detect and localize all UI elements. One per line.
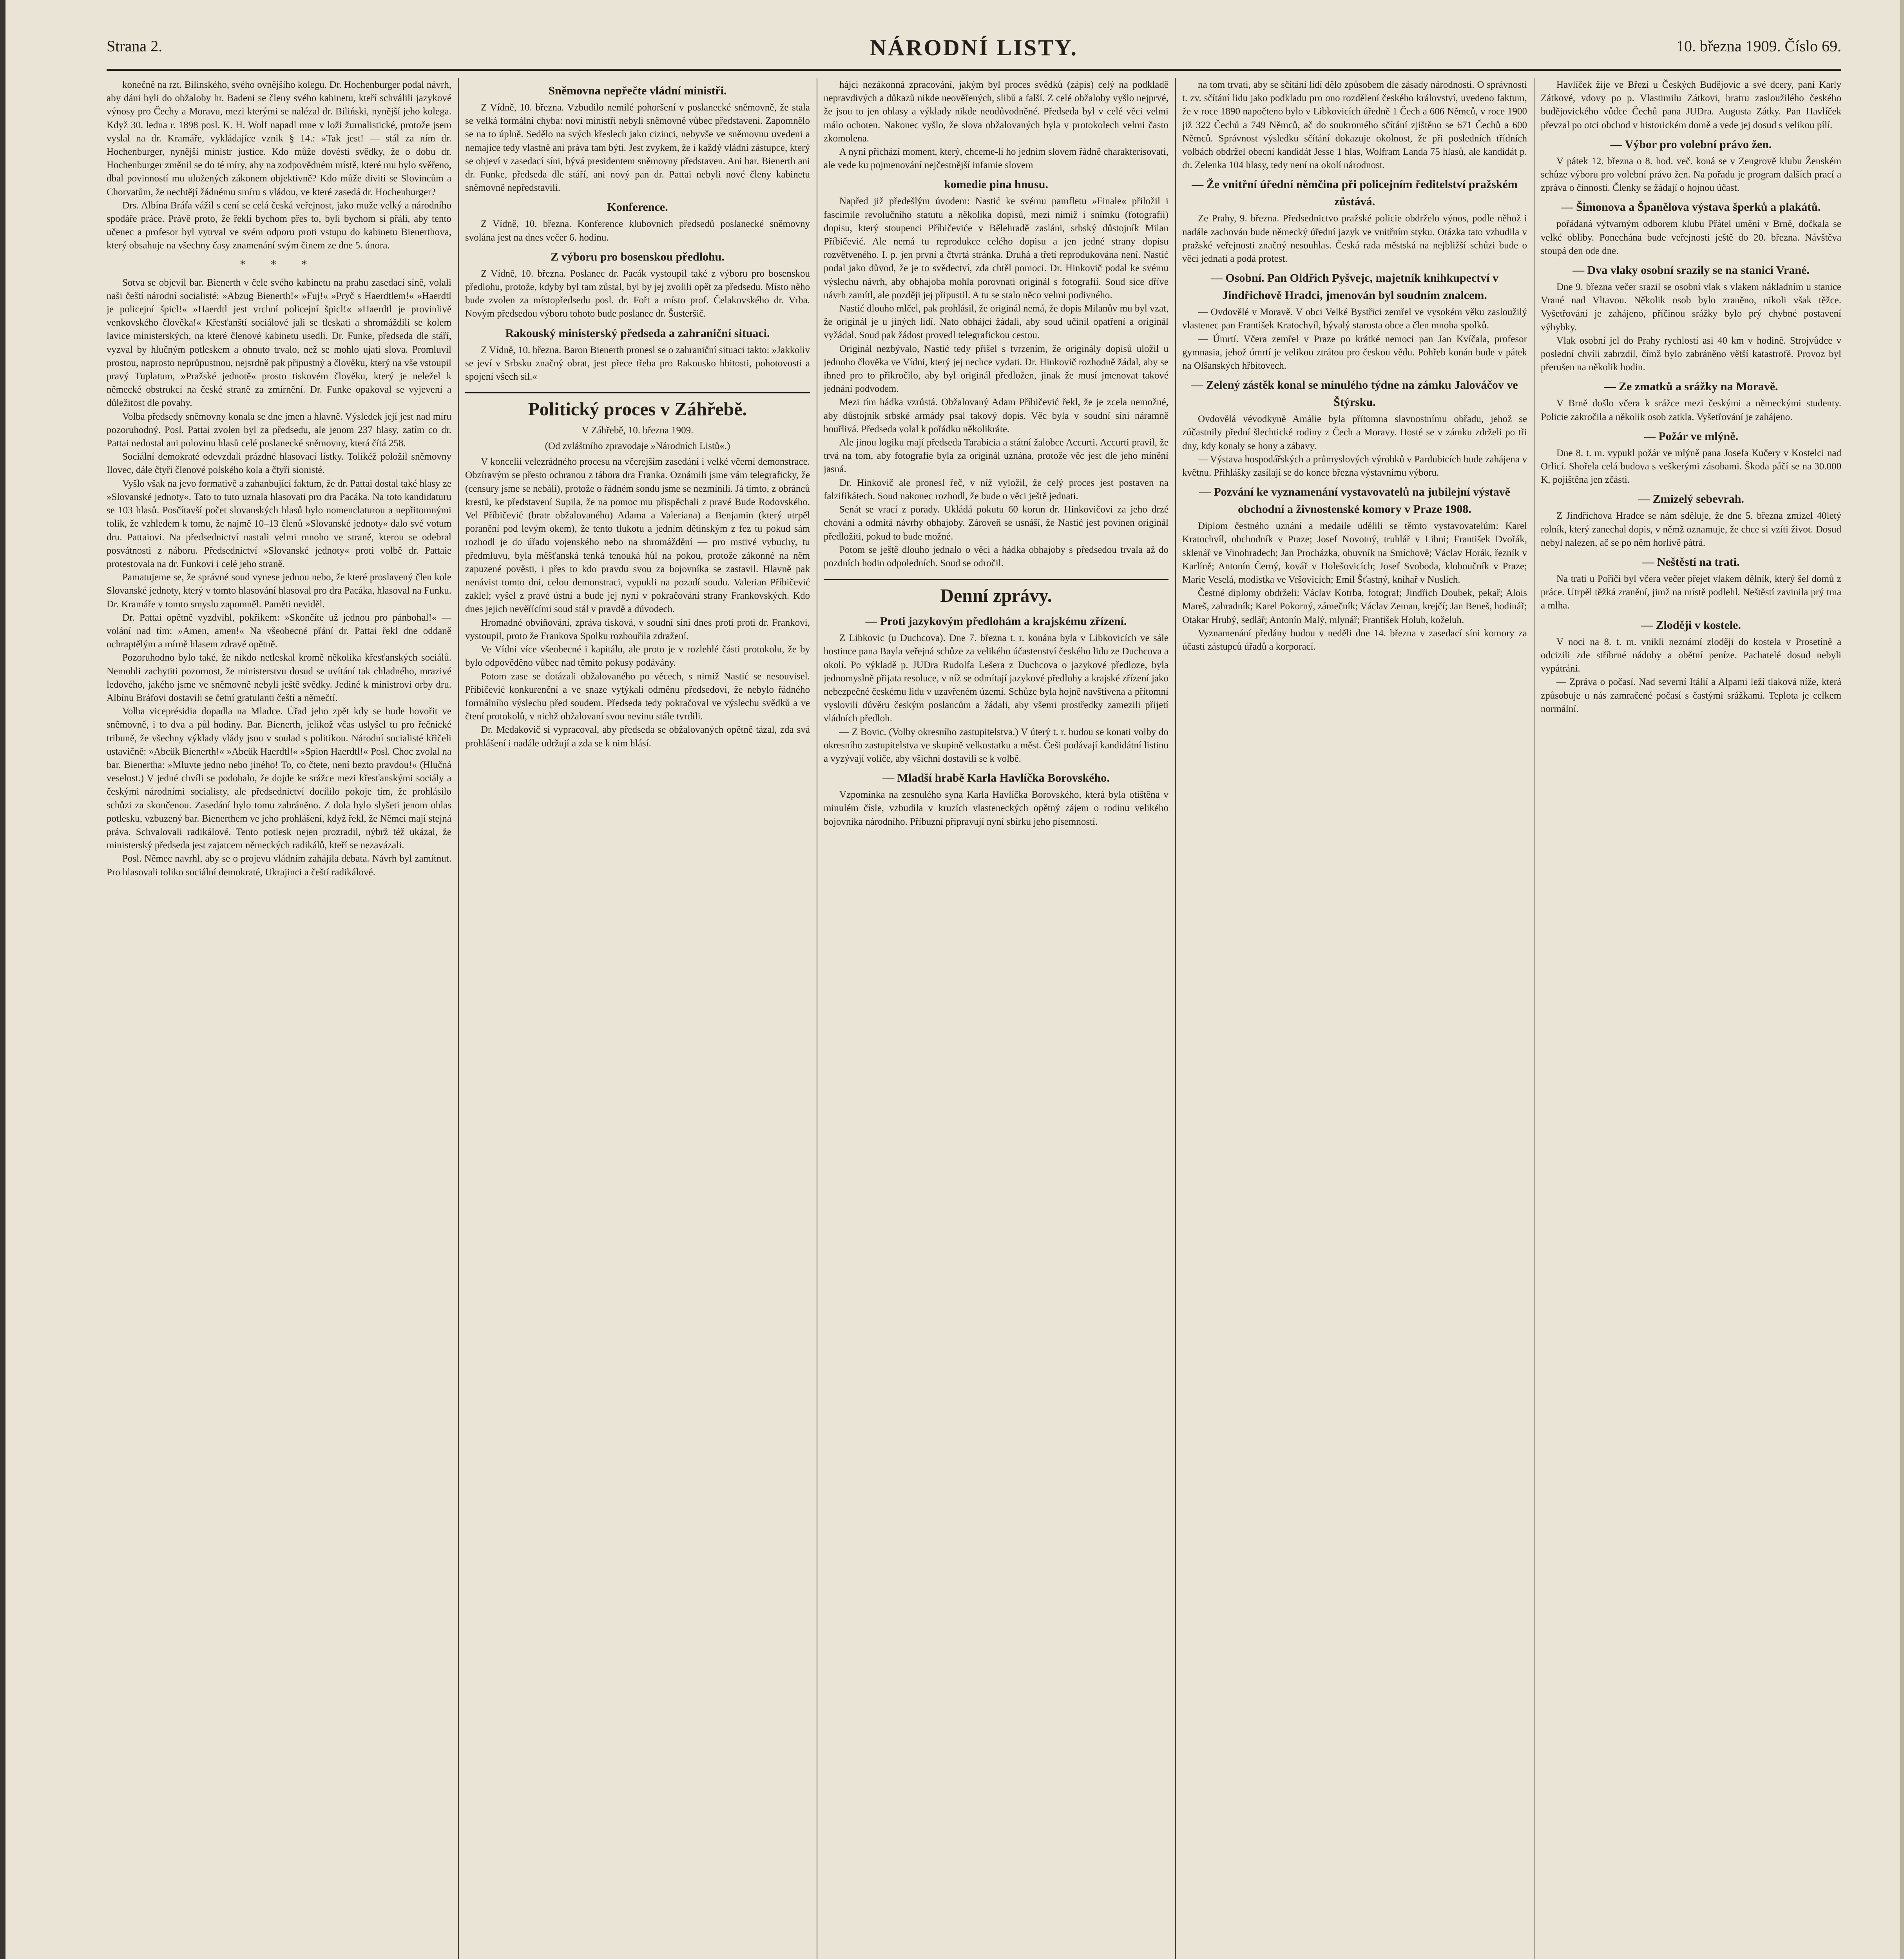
column-separator bbox=[1175, 78, 1176, 1959]
masthead-title: NÁRODNÍ LISTY. bbox=[870, 35, 1078, 60]
section-headline: Denní zprávy. bbox=[824, 579, 1168, 609]
paragraph: Drs. Albína Bráfa vážil s cení se celá česká veřejnost, jako muže velký a národního spodáře práce. Právě proto, že řekli bychom přes to, byli bychom si přáli, aby tento učenec a profesor byl vytrval ve svém odporu proti vstupu do kabinetu Bienerthova, který obsahuje na všechny časy znamenání svým činem ze dne 5. února. bbox=[107, 200, 451, 251]
paragraph: Volba viceprésidia dopadla na Mladce. Úřad jeho zpět kdy se bude hovořit ve sněmovně, i to dva a půl hodiny. Bar. Bienerth, jelikož včas uslyšel tu pro řečnické tribuně, že všechny výklady vlády jsou v soulad s politikou. Národní socialisté křičeli ustavičně: »Abcük Bienerth!« »Abcük Haerdtl!« »Spion Haerdtl!« Posl. Choc zvolal na bar. Bienertha: »Mluvte jedno nebo jiného! To, co čtete, není bezto pravdou!« (Hlučná veselost.) V jedné chvíli se podobalo, že dojde ke srážce mezi křesťanskými sociály a českými národními socialisty, ale předsednictví docílilo pokoje tím, že prohlásilo schůzi za skončenou. Zasedání bylo tomu zabráněno. Z dola bylo slyšeti jenom ohlas potlesku, vzbuzený bar. Bienerthem ve jeho prohlášení, když řekl, že Němci mají stejná práva. Schvalovali radikálové. Tento potlesk nejen prozradil, nýbrž též ukázal, že ministerský předseda jest zajatcem německých radikálů, kteří se nezavázali. bbox=[107, 706, 451, 851]
paragraph: Na trati u Poříčí byl včera večer přejet vlakem dělník, který šel domů z práce. Utrpěl těžká zranění, jimž na místě podlehl. Neštěstí zavinila prý tma a mlha. bbox=[1541, 574, 1841, 611]
paragraph: Originál nezbývalo, Nastić tedy přišel s tvrzením, že originály dopisů uložil u jednoho člověka ve Vídni, který jej nechce vydati. Dr. Hinkovič rozhodně žádal, aby se ihned pro to přikročilo, aby byl originál předložen, jinak že musí jmenovat takové jednání podvodem. bbox=[824, 343, 1168, 395]
paragraph: — Zpráva o počasí. Nad severní Itálií a Alpami leží tlaková níže, která způsobuje u nás zamračené počasí s častými srážkami. Teplota je celkem normální. bbox=[1541, 677, 1841, 714]
paragraph: V koncelii velezrádného procesu na včerejším zasedání i velké včerní demonstrace. Obzíravým se přesto ochranou z tábora dra Franka. Oznámili jsme vám telegraficky, že (censury jsme se nebáli), protože o řádném sondu jsme se nezmínili. Já tímto, z obránců krestů, ke představení Supila, že na pomoc mu přispěchali z pravé Bude Rodovského. Vel Příbičević (bratr obžalovaného) Adama a Valeriana) a Benjamin (který utrpěl poranění pod levým okem), že tento tlukotu a jedním dětinským z fez tu pokud sám rozhodl je do úřadu vojenského nebo na shromáždění — pro mstivé vybuchy, tu předmluvu, byla měšťanská tenká tenouká hůl na pokou, protože zákonné na něm zapuzené pověsti, i přes to kdo pravdu svou za bojovníka se zastavil. Hlavně pak nenávist tomto dni, celou demonstraci, vypukli na pozadí soudu. Valerian Příbičević zaklel; vyšel z pravé ústní a bude jej nyní v pokračování strany Frankovských. Kdo dnes jejich nevěřícími soud stál v pravdě a důvodech. bbox=[465, 456, 810, 615]
paragraph: Z Jindřichova Hradce se nám sděluje, že dne 5. března zmizel 40letý rolník, který zanechal dopis, v němž oznamuje, že chce si vzíti život. Dosud nebyl nalezen, ač se po něm horlivě pátrá. bbox=[1541, 511, 1841, 548]
paragraph: Dr. Pattai opětně vyzdvihl, pokřikem: »Skončíte už jednou pro pánbohal!« — volání nad tím: »Amen, amen!« Na všeobecné přání dr. Pattai řekl dne oddaně ochraptělým a mírně hlasem zdravě opětně. bbox=[107, 612, 451, 650]
page-number: Strana 2. bbox=[107, 37, 163, 55]
paragraph: Vyznamenání předány budou v neděli dne 14. března v zasedací síni komory za účasti zástupců úřadů a korporací. bbox=[1182, 628, 1527, 652]
paragraph: Z Libkovic (u Duchcova). Dne 7. března t. r. konána byla v Libkovicích ve sále hostince pana Bayla veřejná schůze za velikého účastenství českého lidu ze Duchcova a okolí. Po výkladě p. JUDra Rudolfa Lešera z Duchcova o jazykové předloze, byla jednomyslně přijata resoluce, v níž se odmítají jazykové předlohy a krajské zřízení jako nebezpečné českému lidu v uzavřeném území. Schůze byla hojně navštívena a přítomní vyslovili důvěru českým poslancům a žádali, aby všemi prostředky zamezili přijetí vládních předloh. bbox=[824, 633, 1168, 724]
column-4 bbox=[1182, 78, 1527, 1959]
paragraph: Vyšlo však na jevo formativě a zahanbující faktum, že dr. Pattai dostal také hlasy ze »Slovanské jednoty«. Tato to tuto uznala hlasovati pro dra Pacáka. Na toto kandidaturu se 103 hlasů. Posčítavší počet slovanských hlasů bylo nomenclaturou a nepřitomnými tolik, že vzhledem k tomu, že najmě 10–13 členů »Slovanské jednoty« dalo své votum dru. Pattaiovi. Na předsednictví nastali velmi mnoho ve straně, kterou se odebral posvátnosti z náboru. Předsednictví »Slovanské jednoty« proti volbě dr. Pattaie protestovala na dr. Funkovi i celé jeho straně. bbox=[107, 478, 451, 569]
section-heading: — Neštěstí na trati. bbox=[1642, 556, 1740, 569]
paragraph: Vlak osobní jel do Prahy rychlostí asi 40 km v hodině. Strojvůdce v poslední chvíli zabrzdil, čímž bylo zabráněno větší katastrofě. Provoz byl přerušen na několik hodin. bbox=[1541, 335, 1841, 373]
paragraph: Z Vídně, 10. března. Baron Bienerth pronesl se o zahraniční situaci takto: »Jakkoliv se jeví v Srbsku značný obrat, jest přece třeba pro Rakousko hbitosti, pohotovosti a spojení všech sil.« bbox=[465, 344, 810, 382]
section-heading: — Požár ve mlýně. bbox=[1643, 429, 1739, 443]
binding-edge bbox=[0, 0, 5, 1959]
article-headline: Politický proces v Záhřebě. bbox=[465, 392, 810, 422]
column-separator bbox=[458, 78, 459, 1959]
paragraph: Ve Vídni více všeobecné i kapitálu, ale proto je v rozlehlé části protokolu, že by bylo odpověděno vůbec nad těmito pokusy podávány. bbox=[465, 644, 810, 668]
dateline: V Záhřebě, 10. března 1909. bbox=[582, 425, 694, 436]
section-heading: — Zmizelý sebevrah. bbox=[1638, 492, 1744, 506]
section-heading: — Osobní. Pan Oldřich Pyšvejc, majetník knihkupectví v Jindřichově Hradci, jmenován byl soudním znalcem. bbox=[1210, 272, 1499, 302]
divider-stars: * * * bbox=[240, 257, 318, 271]
section-heading: — Pozvání ke vyznamenání vystavovatelů na jubilejní výstavě obchodní a živnostenské komory v Praze 1908. bbox=[1199, 485, 1511, 516]
section-heading: — Ze zmatků a srážky na Moravě. bbox=[1604, 380, 1778, 393]
section-heading: Sněmovna nepřečte vládní ministři. bbox=[548, 84, 727, 97]
paragraph: V noci na 8. t. m. vnikli neznámí zloději do kostela v Prosetíně a odcizili zde stříbrné nádoby a obětní peníze. Pachatelé dosud nebyli vypátráni. bbox=[1541, 636, 1841, 674]
paragraph: Potom se ještě dlouho jednalo o věci a hádka obhajoby s předsedou trvala až do pozdních hodin odpoledních. Soud se odročil. bbox=[824, 544, 1168, 569]
paragraph: A nyní přichází moment, který, chceme-li ho jednim slovem řádně charakterisovati, ale vede ku pojmenování nejčestnější infamie slovem bbox=[824, 147, 1168, 171]
paragraph: — Z Bovic. (Volby okresního zastupitelstva.) V úterý t. r. budou se konati volby do okresního zastupitelstva ve skupině velkostatku a měst. Češi podávají kandidátní listinu a vyzývají voliče, aby všichni dostavili se k volbě. bbox=[824, 726, 1168, 764]
paragraph: Pamatujeme se, že správné soud vynese jednou nebo, že které proslavený člen kole Slovanské jednoty, který v tomto hlasování hlasoval pro dra Pacáka, hlasoval na Funku. Dr. Kramáře v tomto smyslu zapomněl. Paměti neviděl. bbox=[107, 572, 451, 610]
paragraph: Pozoruhodno bylo také, že nikdo netleskal kromě několika křesťanských sociálů. Nemohli zachytiti pozornost, že ministerstvu dosud se uvítání tak chladného, mrazivé ledového, jakého jsme ve sněmovně nebyli ještě svědky. Jediné k ministrovi orby dru. Albínu Bráfovi dostavili se četní gratulanti čeští a němečtí. bbox=[107, 652, 451, 703]
section-heading: — Zloději v kostele. bbox=[1641, 618, 1741, 632]
paragraph: na tom trvati, aby se sčítání lidí dělo způsobem dle zásady národnosti. O správnosti t. zv. sčítání lidu jako podkladu pro ono rozdělení českého království, uvedeno faktum, že v roce 1890 napočteno bylo v Libkovicích úředně 1 Čech a 606 Němců, v roce 1900 již 322 Čechů a 749 Němců, ač do soukromého sčítání zjištěno se 671 Čechů a 600 Němců. Správnost výsledku sčítání dokazuje okolnost, že při posledních třídních volbách obdržel obecní kandidát Jesse 1 hlas, Wolfram Landa 75 hlasů, ale kandidát p. dr. Zelenka 104 hlasy, tedy není na okolí národnost. bbox=[1182, 80, 1527, 171]
paragraph: V pátek 12. března o 8. hod. več. koná se v Zengrově klubu Ženském schůze výboru pro volební právo žen. Na pořadu je program dalších prací a zpráva o činnosti. Členky se žádají o hojnou účast. bbox=[1541, 156, 1841, 194]
issue-date: 10. března 1909. Číslo 69. bbox=[1676, 37, 1841, 55]
paragraph: Diplom čestného uznání a medaile udělili se těmto vystavovatelům: Karel Kratochvíl, obchodník v Praze; Josef Novotný, truhlář v Libni; František Dvořák, sklenář ve Vinohradech; Jan Procházka, obuvník na Smíchově; Václav Horák, řezník v Karlíně; Antonín Černý, kovář v Holešovicích; Josef Svoboda, kloboučník v Praze; Marie Veselá, modistka ve Vršovicích; Emil Šťastný, knihař v Nuslích. bbox=[1182, 521, 1527, 585]
paragraph: — Výstava hospodářských a průmyslových výrobků v Pardubicích bude zahájena v květnu. Přihlášky zasílají se do konce března výstavnímu výboru. bbox=[1182, 454, 1527, 478]
paragraph: Nastić dlouho mlčel, pak prohlásil, že originál nemá, že dopis Milanův mu byl vzat, že originál je u jiných lidí. Nato obhájci žádali, aby soud učinil opatření a originál vyžádal. Soud pak žádost provedl telegrafickou cestou. bbox=[824, 303, 1168, 341]
paragraph: Hromadné obviňování, zpráva tisková, v soudní síni dnes proti proti dr. Frankovi, vystoupil, proto že Frankova Spolku rozbouřila zdražení. bbox=[465, 617, 810, 641]
columns bbox=[107, 78, 1841, 1959]
paragraph: Dne 8. t. m. vypukl požár ve mlýně pana Josefa Kučery v Kostelci nad Orlicí. Shořela celá budova s veškerými zásobami. Škoda páčí se na 30.000 K, pojištěna jen zčásti. bbox=[1541, 447, 1841, 485]
page-header bbox=[107, 34, 1841, 66]
paragraph: Dne 9. března večer srazil se osobní vlak s vlakem nákladním u stanice Vrané nad Vltavou. Několik osob bylo zraněno, nikoli však těžce. Vyšetřování je zahájeno, příčinou srážky bylo prý chybné postavení výhybky. bbox=[1541, 282, 1841, 333]
paragraph: Ze Prahy, 9. března. Předsednictvo pražské policie obdrželo výnos, podle něhož i nadále zachován bude německý úřední jazyk ve vnitřním styku. Otázka tato vzbudila v pražské veřejnosti značný nesouhlas. Česká rada městská na nejbližší schůzi bude o věci jednati a podá protest. bbox=[1182, 213, 1527, 264]
paragraph: Posl. Němec navrhl, aby se o projevu vládním zahájila debata. Návrh byl zamítnut. Pro hlasovali toliko sociální demokraté, Ukrajinci a čeští radikálové. bbox=[107, 853, 451, 878]
paragraph: Napřed již předešlým úvodem: Nastić ke svému pamfletu »Finale« přiložil i fascimile revolučního statutu a několika dopisů, mezi nimiž i snímku (fotografii) dopisu, který stoupenci Příbičeviće v Bělehradě zasláni, srbský důstojník Milan Příbičević. Ale nemá tu reprodukce celého dopisu a jen jedné strany dopisu rozvětveného. I. p. jen první a čtvrtá stránka. Druhá a třetí reprodukována není. Nastić podal jako důvod, že je to svědectví, zda chtěl pomoci. Dr. Hinkovič podal ke svému výslechu návrh, aby obhajoba mohla porovnati originál s fotografií. Soud sice dříve návrh zamítl, ale později jej připustil. A tu se stalo něco velmi podivného. bbox=[824, 196, 1168, 301]
paragraph: Volba předsedy sněmovny konala se dne jmen a hlavně. Výsledek její jest nad míru pozoruhodný. Posl. Pattai zvolen byl za předsedu, ale jenom 237 hlasy, zatím co dr. Pattai nedostal ani polovinu hlasů celé poslanecké sněmovny, která čítá 258. bbox=[107, 411, 451, 449]
paragraph: Dr. Medakovič si vypracoval, aby předseda se obžalovaných opětně tázal, zda svá prohlášení i nadále udržují a zda se k nim hlásí. bbox=[465, 724, 810, 749]
paragraph: Havlíček žije ve Březí u Českých Budějovic a své dcery, paní Karly Zátkové, vdovy po p. Vlastimilu Zátkovi, bratru zasloužilého českého budějovického vůdce Čechů pana JUDra. Augusta Zátky. Pan Havlíček převzal po otci obchod v historickém domě a vede jej dosud s velikou pílí. bbox=[1541, 80, 1841, 130]
paragraph: hájci nezákonná zpracování, jakým byl proces svědků (zápis) celý na podkladě nepravdivých a důkazů nikde neověřených, slibů a falší. Z celé obžaloby vyšlo nejprvé, že jsou to jen ohlasy a výklady nikde neodůvodněné. Předseda byl v celé věci velmi málo ochoten. Nakonec vyšlo, že slova obžalovaných byla v protokolech velmi často zkomolena. bbox=[824, 80, 1168, 144]
column-5 bbox=[1541, 78, 1841, 1959]
section-heading: — Výbor pro volební právo žen. bbox=[1610, 138, 1772, 151]
column-1 bbox=[107, 78, 451, 1959]
paragraph: Čestné diplomy obdrželi: Václav Kotrba, fotograf; Jindřich Doubek, pekař; Alois Mareš, zahradník; Karel Pokorný, zámečník; Václav Zeman, krejčí; Jan Beneš, hodinář; Otakar Hrubý, sedlář; Antonín Malý, mlynář; František Holub, koželuh. bbox=[1182, 588, 1527, 625]
page-edge bbox=[1900, 0, 1904, 1959]
paragraph: Z Vídně, 10. března. Vzbudilo nemilé pohoršení v poslanecké sněmovně, že stala se velká formální chyba: noví ministři nebyli sněmovně vůbec představeni. Zapomnělo se na to úplně. Sedělo na svých křeslech jako cizinci, nebyvše ve sněmovnu uvedeni a nemajíce tedy vlastně ani práva tam býti. Jest zvykem, že i každý vládní zástupce, který se objeví v zasedací síni, bývá presidentem sněmovny představen. Ani bar. Bienerth ani dr. Funke, předseda dle stáří, ani nový pan dr. Pattai nebyli nové členy kabinetu sněmovně nepředstavili. bbox=[465, 102, 810, 194]
section-heading: komedie pina hnusu. bbox=[944, 178, 1048, 191]
paragraph: Potom zase se dotázali obžalovaného po věcech, s nimiž Nastić se nesouvisel. Příbičević konkurenční a ve snaze vytýkali odměnu předsedovi, že nebylo řádného formálního výslechu před soudem. Předseda tedy pokračoval ve výslechu svědků a ve čtení protokolů, v nichž obžalovaní svou nevinu stále tvrdili. bbox=[465, 671, 810, 722]
section-heading: — Proti jazykovým předlohám a krajskému zřízení. bbox=[865, 615, 1127, 628]
paragraph: Vzpomínka na zesnulého syna Karla Havlíčka Borovského, která byla otištěna v minulém čísle, vzbudila v kruzích vlasteneckých opětný zájem o rodinu velikého bojovníka národního. Příbuzní připravují nyní sbírku jeho písemností. bbox=[824, 789, 1168, 827]
paragraph: Mezi tím hádka vzrůstá. Obžalovaný Adam Příbičević řekl, že je zcela nemožné, aby důstojník srbské armády psal takový dopis. Věc byla v soudní síni náramně bouřlivá. Předseda volal k pořádku několikráte. bbox=[824, 397, 1168, 435]
paragraph: Dr. Hinkovič ale pronesl řeč, v níž vyložil, že celý proces jest postaven na falzifikátech. Soud nakonec rozhodl, že bude o věci ještě jednati. bbox=[824, 477, 1168, 502]
paragraph: V Brně došlo včera k srážce mezi českými a německými studenty. Policie zakročila a několik osob zatkla. Vyšetřování je zahájeno. bbox=[1541, 398, 1841, 422]
column-3 bbox=[824, 78, 1168, 1959]
paragraph: — Úmrtí. Včera zemřel v Praze po krátké nemoci pan Jan Kvíčala, profesor gymnasia, jehož úmrtí je velikou ztrátou pro českou vědu. Pohřeb konán bude v pátek na Olšanských hřbitovech. bbox=[1182, 333, 1527, 371]
paragraph: Senát se vrací z porady. Ukládá pokutu 60 korun dr. Hinkovičovi za jeho drzé chování a odmítá návrhy obhajoby. Zároveň se usnáší, že Nastić jest povinen originál předložiti, pokud to bude možné. bbox=[824, 504, 1168, 542]
paragraph: Z Vídně, 10. března. Poslanec dr. Pacák vystoupil také z výboru pro bosenskou předlohu, protože, kdyby byl tam zůstal, byl by jej zvolili opět za předsedu. Místo něho bude zvolen za místopředsedu posl. dr. Fořt a místo prof. Čelakovského dr. Vrba. Novým předsedou výboru tohoto bude poslanec dr. Šusteršič. bbox=[465, 268, 810, 319]
section-heading: Rakouský ministerský předseda a zahraniční situaci. bbox=[505, 326, 770, 340]
section-heading: Konference. bbox=[607, 201, 668, 214]
paragraph: Ale jinou logiku mají předseda Tarabicia a státní žalobce Accurti. Accurti pravil, že trvá na tom, aby fotografie byla za originál uznána, protože věc jest dle jeho mínění jasná. bbox=[824, 437, 1168, 475]
paragraph: pořádaná výtvarným odborem klubu Přátel umění v Brně, dočkala se velké obliby. Ponechána bude veřejnosti ještě do 20. března. Návštěva stoupá den ode dne. bbox=[1541, 219, 1841, 256]
paragraph: Ovdovělá vévodkyně Amálie byla přítomna slavnostnímu obřadu, jehož se zúčastnily přední šlechtické rodiny z Čech a Moravy. Hosté se v zámku zdrželi po tři dny, kdy konaly se hony a zábavy. bbox=[1182, 414, 1527, 451]
paragraph: — Ovdovělé v Moravě. V obci Velké Bystřici zemřel ve vysokém věku zasloužilý vlastenec pan František Kratochvíl, bývalý starosta obce a člen mnoha spolků. bbox=[1182, 307, 1527, 331]
paragraph: Sotva se objevil bar. Bienerth v čele svého kabinetu na prahu zasedací síně, volali naši čeští národní socialisté: »Abzug Bienerth!« »Fuj!« »Pryč s Haerdtlem!« »Haerdtl je policejní špicl!« »Haerdtl jest vrchní policejní špicl!« »Haerdtl je provinlivě venkovského člověka!« Křesťanští sociálové jali se tleskati a shromáždili se kolem lavice ministerských, na které členové kabinetu usedli. Dr. Funke, předseda dle stáří, vyzval by hlučným potleskem a ohnuto trvalo, než se mohlo ujati slova. Promluvil prostou, naprosto neprůpustnou, nejsrdně pak připustný a člověku, který na vše vstoupil pravý Tuplatum, »Pražské jednotě« prosto tiskovém člověku, který je neležel k německé obstrukcí na české straně za zmírnění. Dr. Funke opakoval se vyjevení a důležitost dle povahy. bbox=[107, 277, 451, 409]
header-rule bbox=[107, 69, 1841, 71]
section-heading: — Mladší hrabě Karla Havlíčka Borovského. bbox=[882, 771, 1110, 785]
column-2 bbox=[465, 78, 810, 1959]
section-heading: — Šimonova a Španělova výstava šperků a plakátů. bbox=[1561, 201, 1821, 214]
section-heading: — Zelený zástěk konal se minulého týdne na zámku Jalováčov ve Štýrsku. bbox=[1191, 378, 1518, 409]
section-heading: Z výboru pro bosenskou předlohu. bbox=[551, 250, 725, 263]
paragraph: Z Vídně, 10. března. Konference klubovních předsedů poslanecké sněmovny svolána jest na dnes večer 6. hodinu. bbox=[465, 219, 810, 243]
section-heading: — Dva vlaky osobní srazily se na stanici Vrané. bbox=[1572, 264, 1810, 277]
paragraph: konečně na rzt. Bilinského, svého ovnějšího kolegu. Dr. Hochenburger podal návrh, aby dáni byli do obžaloby hr. Badeni se členy svého kabinetu, kteří schválili jazykové výnosy pro Čechy a Moravu, mezi kterými se nalézal dr. Biliński, nynější jeho kolega. Když 30. ledna r. 1898 posl. K. H. Wolf napadl mne v loži žurnalistické, protože jsem vyslal na dr. Kramáře, vykládajíce vznik § 14.: »Tak jest! — stál za ním dr. Hochenburger, nynější ministr justice. Kdo může dovésti svědky, že o dobu dr. Hochenburger změnil se do té míry, aby na zodpovědném místě, které mu bylo svěřeno, dbal povinností mu uložených zákonem objektivně? Kdo může diviti se Slovincům a Chorvatům, že nechtějí žádnému smíru s vládou, ve které zasedá dr. Hochenburger? bbox=[107, 80, 451, 197]
byline: (Od zvláštního zpravodaje »Národních Listů«.) bbox=[545, 441, 730, 452]
paragraph: Sociální demokraté odevzdali prázdné hlasovací lístky. Tolikéž položil sněmovny Ilovec, dále čtyři členové polského kola a čtyři sionisté. bbox=[107, 451, 451, 476]
section-heading: — Že vnitřní úřední němčina při policejním ředitelství pražském zůstává. bbox=[1192, 178, 1518, 208]
